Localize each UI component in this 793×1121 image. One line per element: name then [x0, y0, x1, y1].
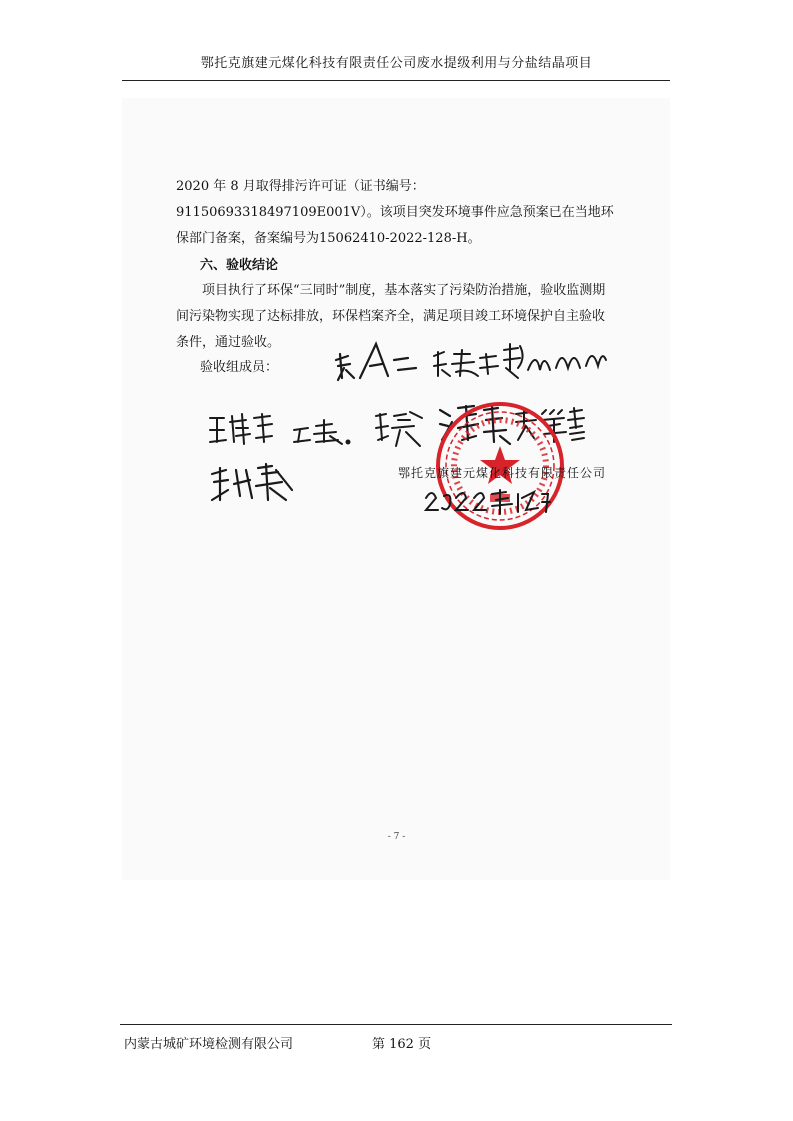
handwritten-signature: [290, 416, 360, 448]
handwritten-signature: [206, 460, 296, 508]
company-signature: 鄂托克旗建元煤化科技有限责任公司: [398, 466, 607, 480]
handwritten-signature: [500, 340, 610, 386]
handwritten-signature: [372, 406, 428, 452]
paragraph-conclusion: 项目执行了环保“三同时”制度，基本落实了污染防治措施，验收监测期间污染物实现了达标排放，环保档案齐全，满足项目竣工环境保护自主验收条件，通过验收。: [176, 283, 606, 350]
handwritten-signature: [430, 346, 500, 382]
footer-company: 内蒙古城矿环境检测有限公司: [124, 1037, 294, 1052]
section-heading: 六、验收结论: [200, 258, 279, 273]
members-label: 验收组成员：: [200, 360, 279, 375]
header-rule: [122, 80, 670, 81]
paragraph-permit: 2020 年 8 月取得排污许可证（证书编号：91150693318497109E001V）。该项目突发环境事件应急预案已在当地环保部门备案，备案编号为15062410-2022-128-H。: [176, 179, 614, 246]
handwritten-signature: [206, 408, 276, 450]
handwritten-date: [422, 486, 552, 516]
page-number: - 7 -: [387, 832, 406, 842]
footer-page: 第 162 页: [372, 1037, 432, 1052]
handwritten-signature: [330, 338, 420, 388]
footer-rule: [120, 1024, 672, 1025]
header-title: 鄂托克旗建元煤化科技有限责任公司废水提级利用与分盐结晶项目: [200, 56, 593, 71]
